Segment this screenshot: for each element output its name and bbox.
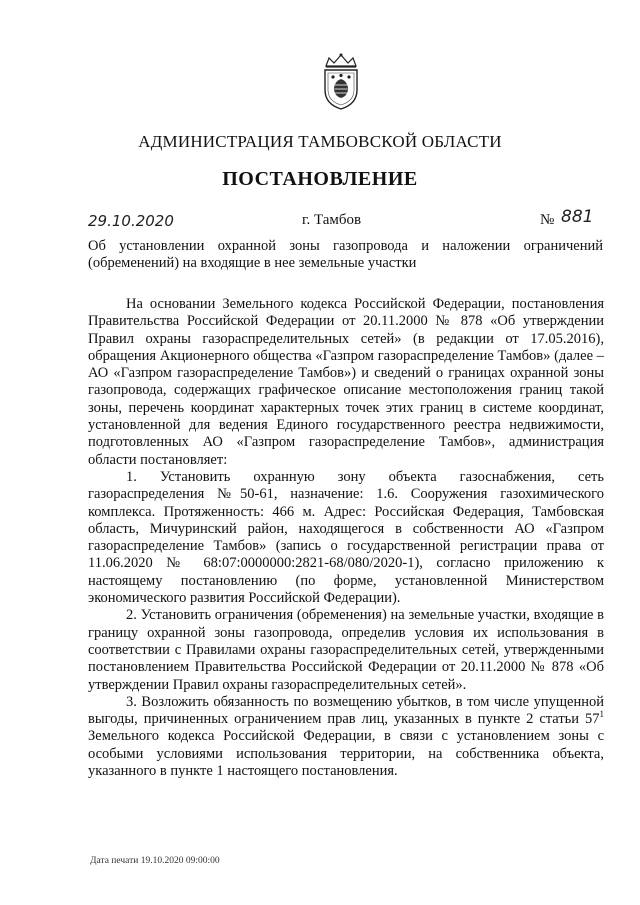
organization-name: АДМИНИСТРАЦИЯ ТАМБОВСКОЙ ОБЛАСТИ [138, 132, 502, 151]
coat-of-arms-icon [316, 52, 366, 112]
document-number: 881 [561, 207, 594, 227]
document-subject: Об установлении охранной зоны газопровода и наложении ограничений (обременений) на входящие в нее земельные участки [88, 238, 603, 271]
item-2-paragraph: 2. Установить ограничения (обременения) на земельные участки, входящие в границу охранной зоны газопровода, определив условия их использования в соответствии с Правилами охраны газораспределительных сетей, утвержденными постановлением Правительства Российской Федерации от 20.11.2000 № 878 «Об утверждении Правил охраны газораспределительных сетей». [88, 607, 604, 693]
intro-paragraph: На основании Земельного кодекса Российской Федерации, постановления Правительства Российской Федерации от 20.11.2000 № 878 «Об утверждении Правил охраны газораспределительных сетей» (в редакции от 17.05.2016), обращения Акционерного общества «Газпром газораспределение Тамбов» (далее – АО «Газпром газораспределение Тамбов») и сведений о границах охранной зоны газопровода, содержащих графическое описание местоположения границ такой зоны, перечень координат характерных точек этих границ в системе координат, установленной для ведения Единого государственного реестра недвижимости, подготовленных АО «Газпром газораспределение Тамбов», администрация области постановляет: [88, 296, 604, 468]
item-3-text-end: Земельного кодекса Российской Федерации, в связи с установлением зоны с особыми условиями использования территории, на собственника объекта, указанного в пункте 1 настоящего постановления. [88, 728, 604, 780]
document-body [88, 296, 604, 780]
item-3-text-start: 3. Возложить обязанность по возмещению убытков, в том числе упущенной выгоды, причиненных ограничением прав лиц, указанных в пункте 2 статьи 57 [88, 693, 604, 728]
document-city: г. Тамбов [302, 212, 362, 228]
document-number-label: № [540, 212, 555, 228]
document-date: 29.10.2020 [88, 212, 174, 230]
item-1-paragraph: 1. Установить охранную зону объекта газоснабжения, сеть газораспределения №50-61, назначение: 1.6. Сооружения газохимического комплекса. Протяженность: 466 м. Адрес: Российская Федерация, Тамбовская область, Мичуринский район, находящегося в собственности АО «Газпром газораспределение Тамбов» (запись о государственной регистрации права от 11.06.2020 № 68:07:0000000:2821-68/080/2020-1), согласно приложению к настоящему постановлению (по форме, установленной Министерством экономического развития Российской Федерации). [88, 468, 604, 607]
print-date-footer: Дата печати 19.10.2020 09:00:00 [90, 856, 220, 866]
item-3-superscript: 1 [599, 709, 604, 720]
item-3-paragraph [88, 694, 604, 780]
document-type-title: ПОСТАНОВЛЕНИЕ [222, 168, 418, 190]
